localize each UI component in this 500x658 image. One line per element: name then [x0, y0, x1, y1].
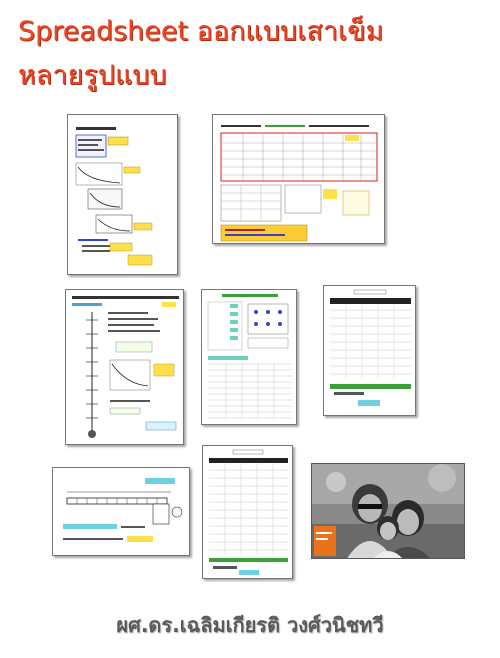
document-title-line-2: หลายรูปแบบ [18, 60, 167, 91]
spreadsheet-thumbnail-7 [202, 445, 293, 579]
spreadsheet-thumbnail-1 [67, 114, 178, 275]
spreadsheet-thumbnail-4 [201, 289, 297, 425]
spreadsheet-thumbnail-6-graphic [53, 468, 190, 556]
document-title-line-1: Spreadsheet ออกแบบเสาเข็ม [18, 16, 384, 47]
spreadsheet-thumbnail-5-graphic [324, 286, 416, 416]
author-name: ผศ.ดร.เฉลิมเกียรติ วงศ์วนิชทวี [116, 613, 384, 637]
spreadsheet-thumbnail-3 [65, 289, 184, 445]
author-family-photo [311, 463, 465, 559]
spreadsheet-thumbnail-6 [52, 467, 190, 556]
spreadsheet-thumbnail-5 [323, 285, 416, 416]
spreadsheet-thumbnail-1-graphic [68, 115, 178, 275]
spreadsheet-thumbnail-7-graphic [203, 446, 293, 579]
spreadsheet-thumbnail-2 [212, 114, 385, 244]
spreadsheet-thumbnail-2-graphic [213, 115, 385, 244]
author-family-photo-graphic [312, 464, 465, 559]
spreadsheet-thumbnail-4-graphic [202, 290, 297, 425]
spreadsheet-thumbnail-3-graphic [66, 290, 184, 445]
